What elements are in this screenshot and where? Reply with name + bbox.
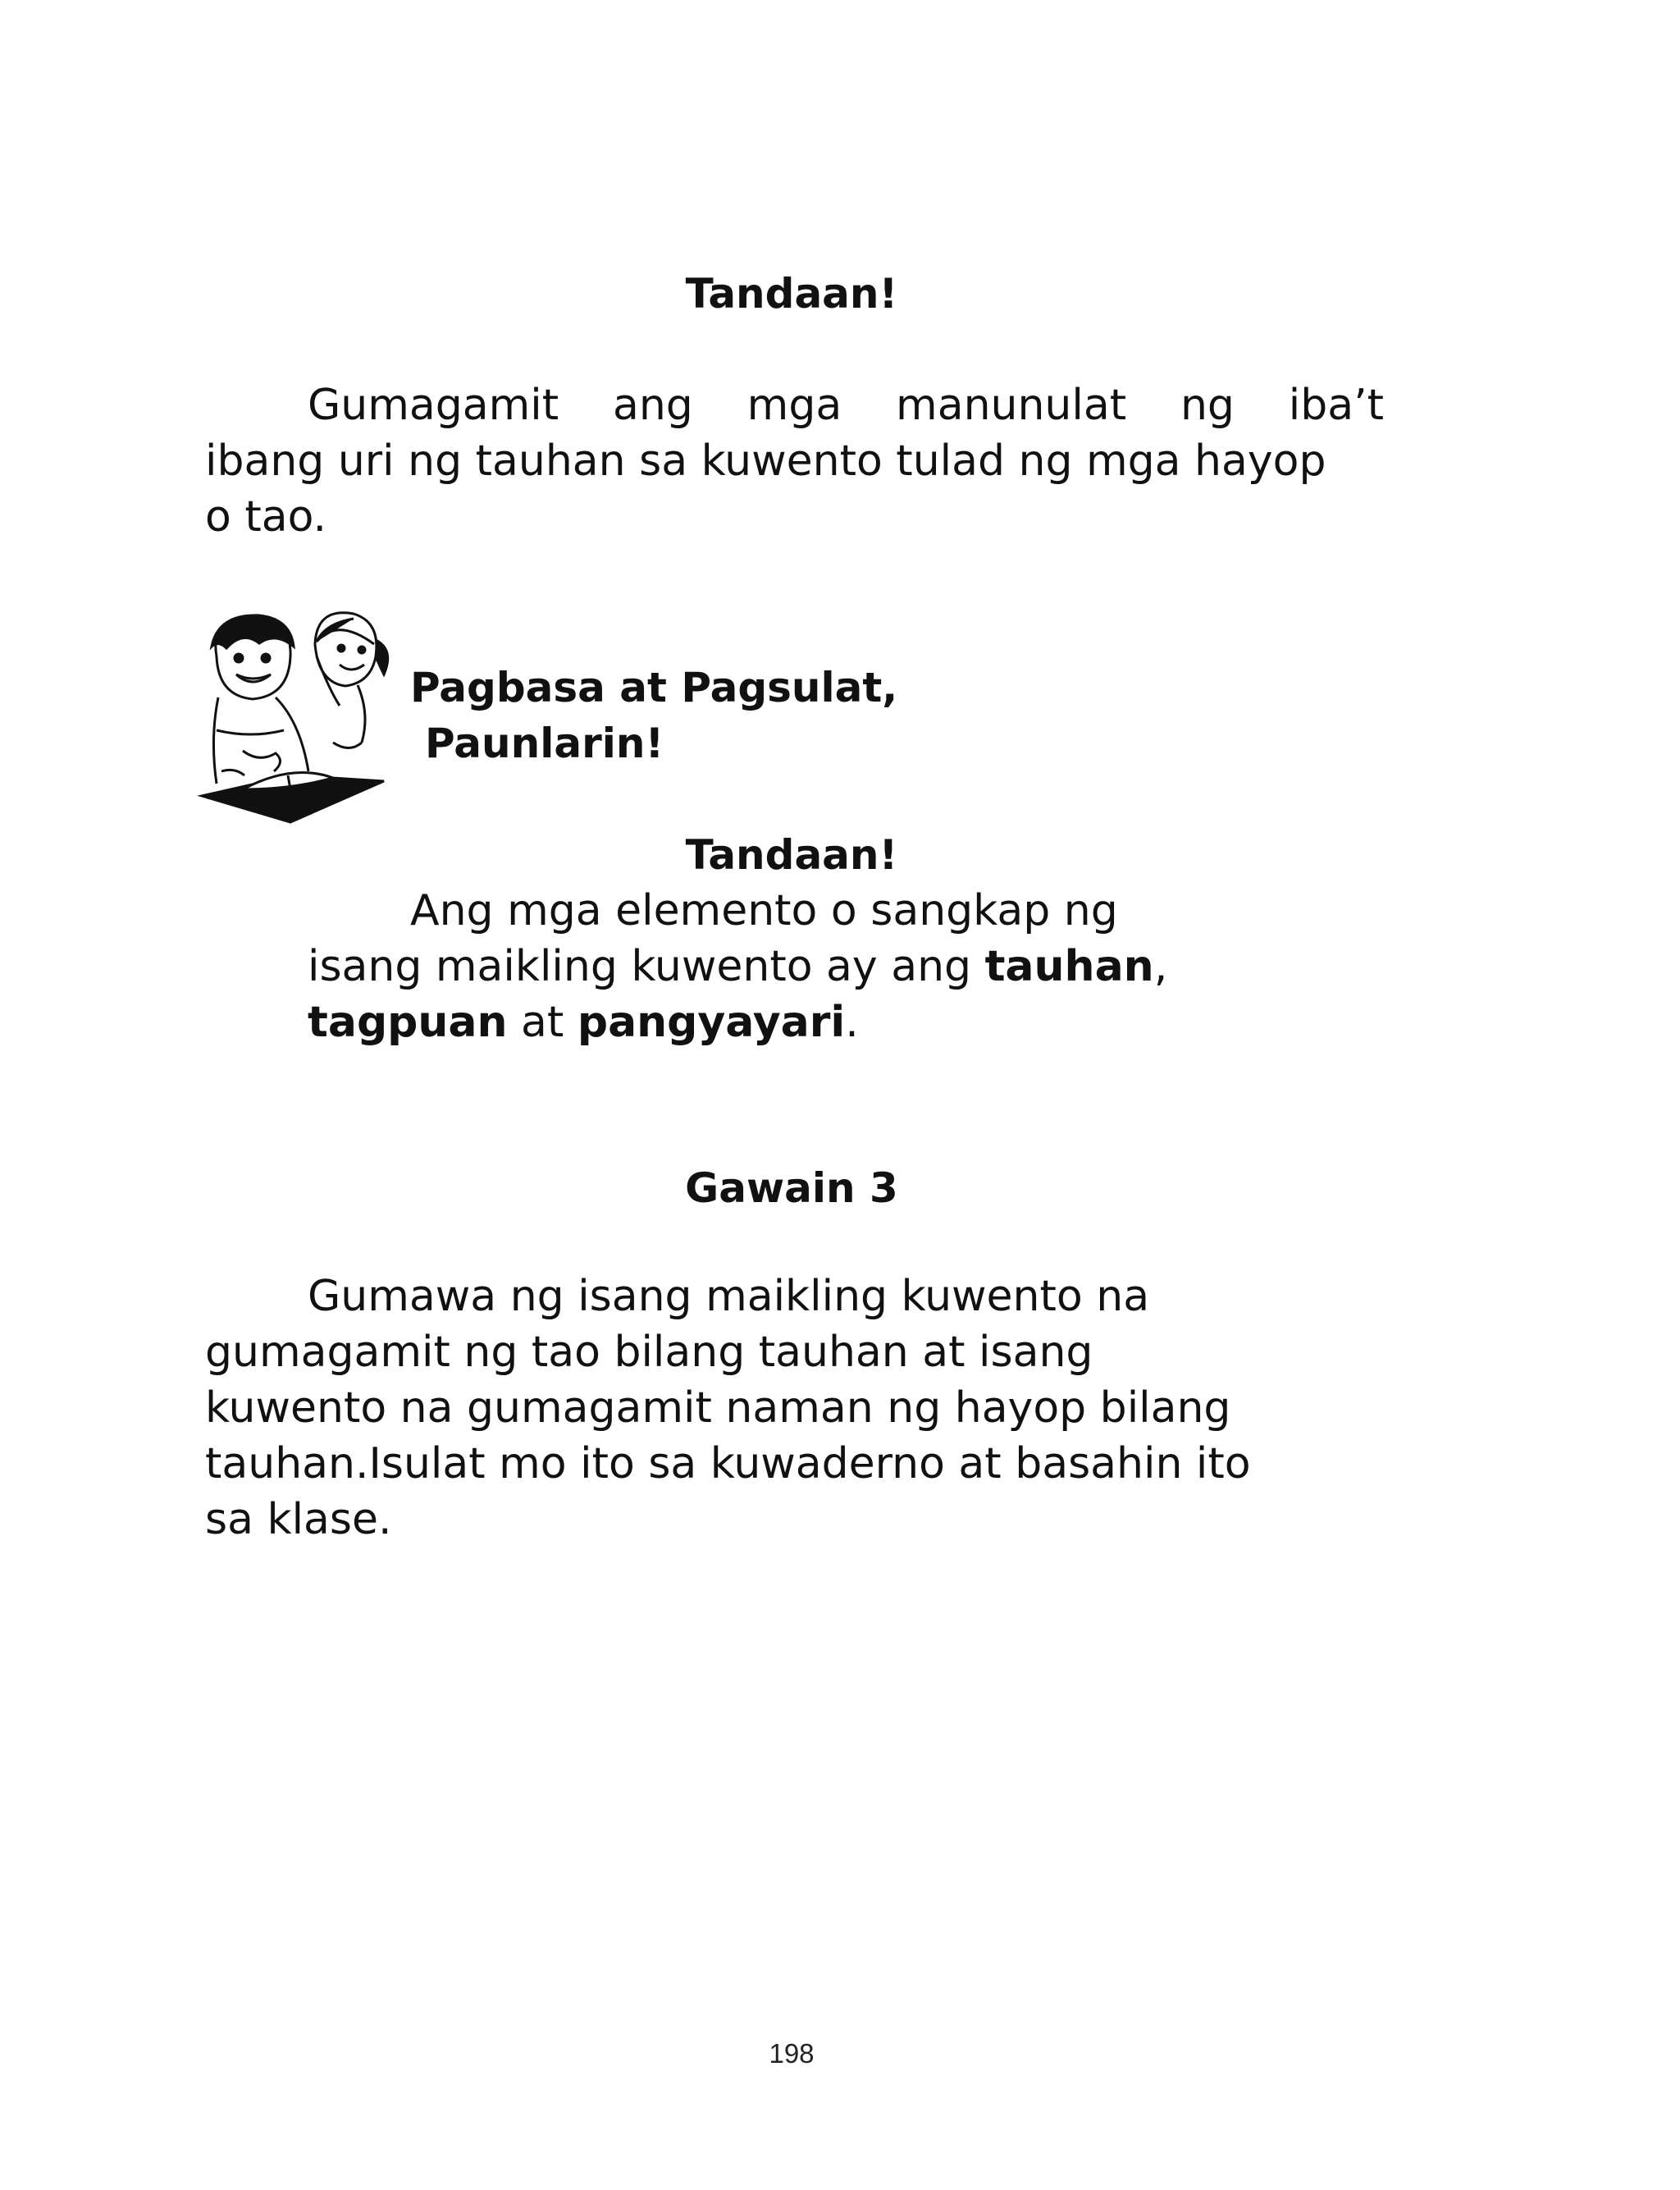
paragraph-line: Ang mga elemento o sangkap ng xyxy=(410,886,1118,935)
line-text: isang maikling kuwento ay ang xyxy=(308,942,985,991)
keyword-pangyayari: pangyayari xyxy=(577,998,846,1047)
keyword-tagpuan: tagpuan xyxy=(308,998,508,1047)
paragraph-line: o tao. xyxy=(205,492,327,542)
paragraph-line: Gumawa ng isang maikling kuwento na xyxy=(308,1272,1150,1321)
children-reading-illustration xyxy=(194,607,390,829)
punctuation: , xyxy=(1153,942,1168,991)
keyword-tauhan: tauhan xyxy=(984,942,1154,991)
banner-title-line1: Pagbasa at Pagsulat, xyxy=(410,664,898,711)
paragraph-line xyxy=(308,994,859,1050)
line-text: at xyxy=(507,998,578,1047)
section2-heading: Tandaan! xyxy=(685,831,898,879)
paragraph-line xyxy=(308,939,1167,994)
section3-heading: Gawain 3 xyxy=(685,1164,898,1212)
section1-heading: Tandaan! xyxy=(685,270,898,318)
paragraph-line: tauhan.Isulat mo ito sa kuwaderno at basahin ito xyxy=(205,1439,1251,1488)
paragraph-line: sa klase. xyxy=(205,1495,392,1544)
punctuation: . xyxy=(845,998,859,1047)
paragraph-line: kuwento na gumagamit naman ng hayop bilang xyxy=(205,1383,1231,1433)
paragraph-line: ibang uri ng tauhan sa kuwento tulad ng mga hayop xyxy=(205,437,1326,486)
banner-title-line2: Paunlarin! xyxy=(425,720,664,767)
paragraph-line: gumagamit ng tao bilang tauhan at isang xyxy=(205,1328,1093,1377)
page-number: 198 xyxy=(769,2038,815,2069)
paragraph-line: Gumagamit ang mga manunulat ng iba’t xyxy=(308,381,1384,430)
